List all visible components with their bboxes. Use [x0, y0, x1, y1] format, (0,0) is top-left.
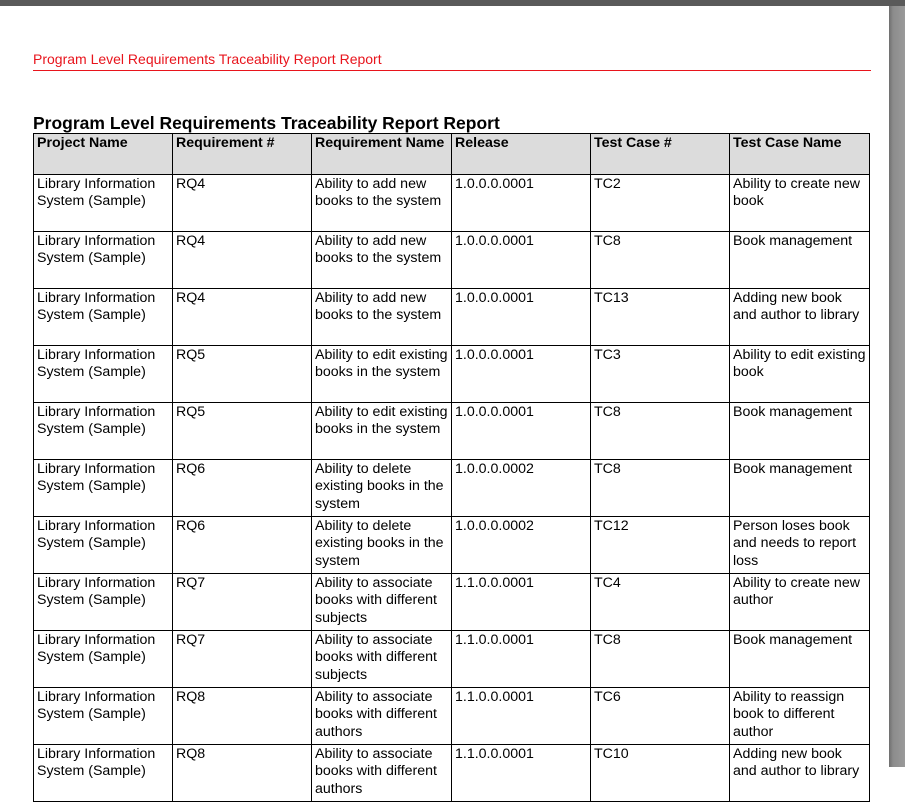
- cell-test-case-name: Ability to edit existing book: [730, 346, 870, 403]
- cell-release: 1.0.0.0.0001: [452, 232, 591, 289]
- table-row: [34, 232, 870, 289]
- cell-test-case-name: Book management: [730, 403, 870, 460]
- cell-requirement-name: Ability to delete existing books in the system: [312, 517, 452, 574]
- header-divider: [33, 70, 871, 71]
- cell-release: 1.0.0.0.0001: [452, 346, 591, 403]
- cell-requirement-name: Ability to associate books with different subjects: [312, 574, 452, 631]
- cell-requirement-number: RQ6: [173, 460, 312, 517]
- table-row: [34, 460, 870, 517]
- cell-test-case-number: TC12: [591, 517, 730, 574]
- page-shadow: [889, 6, 905, 767]
- cell-requirement-name: Ability to add new books to the system: [312, 175, 452, 232]
- table-row: [34, 346, 870, 403]
- cell-test-case-name: Ability to reassign book to different author: [730, 688, 870, 745]
- cell-test-case-name: Book management: [730, 631, 870, 688]
- table-row: [34, 631, 870, 688]
- table-header-row: [34, 134, 870, 175]
- cell-test-case-name: Ability to create new book: [730, 175, 870, 232]
- cell-release: 1.1.0.0.0001: [452, 574, 591, 631]
- table-row: [34, 688, 870, 745]
- cell-test-case-number: TC8: [591, 403, 730, 460]
- table-row: [34, 574, 870, 631]
- column-header-project-name: Project Name: [34, 134, 173, 175]
- cell-project-name: Library Information System (Sample): [34, 346, 173, 403]
- cell-test-case-number: TC2: [591, 175, 730, 232]
- cell-release: 1.0.0.0.0001: [452, 289, 591, 346]
- cell-requirement-name: Ability to edit existing books in the system: [312, 346, 452, 403]
- table-row: [34, 745, 870, 802]
- cell-requirement-name: Ability to add new books to the system: [312, 289, 452, 346]
- column-header-requirement-number: Requirement #: [173, 134, 312, 175]
- cell-project-name: Library Information System (Sample): [34, 631, 173, 688]
- cell-requirement-number: RQ5: [173, 403, 312, 460]
- cell-test-case-number: TC8: [591, 460, 730, 517]
- cell-requirement-number: RQ6: [173, 517, 312, 574]
- cell-project-name: Library Information System (Sample): [34, 289, 173, 346]
- cell-requirement-name: Ability to edit existing books in the system: [312, 403, 452, 460]
- cell-test-case-number: TC8: [591, 631, 730, 688]
- cell-project-name: Library Information System (Sample): [34, 688, 173, 745]
- cell-release: 1.1.0.0.0001: [452, 688, 591, 745]
- cell-project-name: Library Information System (Sample): [34, 175, 173, 232]
- cell-requirement-name: Ability to add new books to the system: [312, 232, 452, 289]
- table-row: [34, 175, 870, 232]
- cell-requirement-name: Ability to associate books with different authors: [312, 688, 452, 745]
- cell-test-case-name: Ability to create new author: [730, 574, 870, 631]
- cell-requirement-name: Ability to delete existing books in the system: [312, 460, 452, 517]
- cell-requirement-name: Ability to associate books with different subjects: [312, 631, 452, 688]
- cell-release: 1.0.0.0.0002: [452, 460, 591, 517]
- cell-requirement-number: RQ4: [173, 289, 312, 346]
- column-header-test-case-number: Test Case #: [591, 134, 730, 175]
- cell-test-case-name: Adding new book and author to library: [730, 745, 870, 802]
- cell-release: 1.0.0.0.0001: [452, 175, 591, 232]
- cell-project-name: Library Information System (Sample): [34, 403, 173, 460]
- cell-release: 1.1.0.0.0001: [452, 631, 591, 688]
- page-header-title: Program Level Requirements Traceability Report Report: [33, 51, 382, 67]
- cell-requirement-number: RQ4: [173, 175, 312, 232]
- table-row: [34, 517, 870, 574]
- cell-requirement-number: RQ5: [173, 346, 312, 403]
- column-header-release: Release: [452, 134, 591, 175]
- cell-requirement-number: RQ8: [173, 745, 312, 802]
- cell-test-case-name: Book management: [730, 232, 870, 289]
- cell-project-name: Library Information System (Sample): [34, 460, 173, 517]
- cell-release: 1.0.0.0.0002: [452, 517, 591, 574]
- cell-release: 1.0.0.0.0001: [452, 403, 591, 460]
- cell-project-name: Library Information System (Sample): [34, 232, 173, 289]
- cell-project-name: Library Information System (Sample): [34, 517, 173, 574]
- cell-project-name: Library Information System (Sample): [34, 745, 173, 802]
- table-row: [34, 289, 870, 346]
- cell-test-case-number: TC4: [591, 574, 730, 631]
- cell-test-case-number: TC3: [591, 346, 730, 403]
- cell-requirement-number: RQ8: [173, 688, 312, 745]
- cell-test-case-name: Person loses book and needs to report loss: [730, 517, 870, 574]
- cell-requirement-number: RQ7: [173, 574, 312, 631]
- cell-test-case-number: TC6: [591, 688, 730, 745]
- cell-test-case-number: TC13: [591, 289, 730, 346]
- cell-test-case-number: TC10: [591, 745, 730, 802]
- column-header-requirement-name: Requirement Name: [312, 134, 452, 175]
- cell-requirement-number: RQ7: [173, 631, 312, 688]
- cell-requirement-name: Ability to associate books with different authors: [312, 745, 452, 802]
- report-page[interactable]: [0, 6, 889, 797]
- column-header-test-case-name: Test Case Name: [730, 134, 870, 175]
- cell-test-case-name: Book management: [730, 460, 870, 517]
- traceability-table: [33, 133, 870, 802]
- report-title: Program Level Requirements Traceability Report Report: [33, 113, 500, 133]
- cell-test-case-name: Adding new book and author to library: [730, 289, 870, 346]
- cell-requirement-number: RQ4: [173, 232, 312, 289]
- cell-release: 1.1.0.0.0001: [452, 745, 591, 802]
- table-row: [34, 403, 870, 460]
- cell-test-case-number: TC8: [591, 232, 730, 289]
- cell-project-name: Library Information System (Sample): [34, 574, 173, 631]
